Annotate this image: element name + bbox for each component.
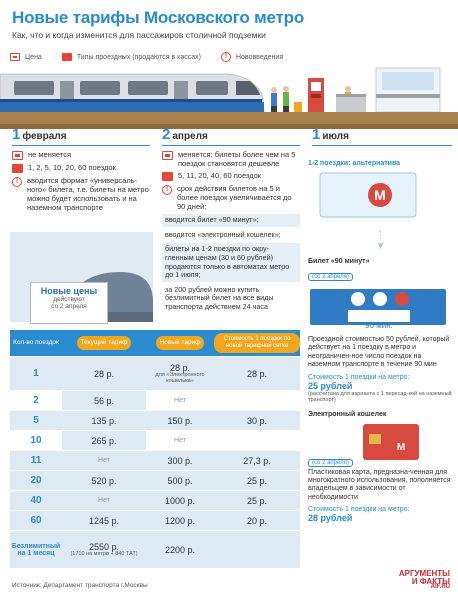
table-cell-new (146, 363, 214, 384)
ticket-icon (12, 164, 23, 173)
ticket90-note: (рассчитана для варианта с 1 пересад-кой на наземный транспорт) (308, 390, 452, 403)
timeline-month: июля (322, 131, 349, 142)
timeline-item-text: не меняется (28, 150, 72, 159)
price-icon (10, 53, 20, 61)
table-row (10, 356, 300, 390)
wallet-badge: (со 2 апреля) (308, 459, 353, 467)
table-header-cell (10, 330, 62, 356)
legend-label: Нововведения (235, 53, 284, 61)
table-cell-note: (1710 на метро + 840 ТАТ) (70, 550, 138, 557)
timeline-day: 2 (162, 126, 171, 143)
table-cell-new: 1000 р. (164, 495, 196, 506)
promo-sub: действуют (53, 296, 85, 303)
legend-item-ticket (62, 53, 201, 61)
timeline-date (12, 126, 150, 144)
timeline-item-text: вводится формат «универсаль-ного» билета, т.е. билеты на метро можно будет использовать и на наземном транспорте (27, 176, 149, 212)
timeline-item (162, 184, 300, 211)
table-cell-current: Нет (98, 497, 110, 504)
svg-text:M: M (374, 187, 386, 203)
timeline-item (162, 150, 300, 168)
ticket90-title: Билет «90 минут» (308, 258, 370, 265)
platform (0, 112, 458, 124)
table-row (10, 450, 300, 470)
wallet-price-label: Стоимость 1 поездки на метро: (308, 506, 410, 514)
table-row (10, 530, 300, 568)
table-header-cell (62, 330, 146, 356)
table-cell-per-trip: 30 р. (246, 415, 268, 426)
table-row (10, 390, 300, 410)
ticket-office-illustration (376, 68, 440, 112)
page-subtitle: Как, что и когда изменится для пассажиров столичной подземки (12, 30, 266, 40)
promo-sign (30, 282, 108, 324)
timeline-month: апреля (172, 131, 208, 142)
svg-text:M: M (397, 441, 406, 453)
alternatives-title: 1-2 поездки: альтернатива (308, 160, 401, 167)
table-cell-current: 28 р. (93, 368, 115, 379)
new-icon: ! (12, 177, 22, 187)
source-note: Источник: Департамент транспорта г.Москвы (12, 582, 148, 589)
table-header (10, 330, 300, 356)
table-cell-count: 40 (30, 495, 42, 506)
table-cell-new: Нет (174, 397, 186, 404)
legend-label: Цена (25, 53, 42, 61)
table-cell-count: 20 (30, 475, 42, 486)
arrow-down-icon: ⋮ ▼ (375, 230, 386, 252)
table-header-cell (214, 330, 300, 356)
header-label: Кол-во поездок (13, 339, 59, 347)
divider (312, 145, 452, 146)
header-label: Стоимость 1 поездки по новой тарифной сетке (214, 333, 300, 352)
wallet-price: 28 рублей (308, 513, 353, 524)
wallet-card-illustration (361, 422, 421, 462)
promo-sub: со 2 апреля (51, 303, 87, 311)
ticket90-price: 25 рублей (308, 380, 353, 391)
timeline-column-apr (162, 126, 300, 316)
table-cell-new-value: 28 р. (169, 363, 191, 373)
legend-item-price (10, 53, 42, 61)
timeline-item (162, 171, 300, 181)
legend-label: Типы проездных (продаются в кассах) (76, 53, 201, 61)
divider (162, 145, 300, 146)
timeline-note: за 200 рублей можно купить безлимитный билет на все виды транспорта действием 24 часа (162, 284, 300, 314)
wallet-description: Пластиковая карта, предназна-ченная для многократного использования, пополняется владельцем в зависимости от необходимости (308, 468, 451, 501)
table-row (10, 510, 300, 530)
table-cell-count: 60 (30, 515, 42, 526)
table-cell-current (62, 542, 146, 558)
table-cell-per-trip: 25 р. (246, 475, 268, 486)
ticket90-badge: (со 2 апреля) (308, 273, 353, 281)
timeline-column-feb (12, 126, 150, 215)
ticket90-description: Проездной стоимостью 50 рублей, который действует на 1 поездку в метро и неограничен-ное число поездок на наземном транспорте в течение 90 мин (308, 336, 450, 369)
train-illustration (0, 74, 264, 112)
price-icon (12, 151, 23, 160)
timeline-item (12, 176, 150, 212)
table-cell-new: 150 р. (167, 415, 193, 426)
timeline-item-text: 1, 2, 5, 10, 20, 60 поездок (28, 163, 116, 172)
table-row (10, 410, 300, 430)
table-header-cell (146, 330, 214, 356)
price-icon (162, 151, 173, 160)
table-row (10, 490, 300, 510)
new-icon: ! (162, 185, 172, 195)
page-title: Новые тарифы Московского метро (12, 8, 304, 27)
table-cell-per-trip: 28 р. (246, 368, 268, 379)
new-icon: ! (221, 52, 231, 62)
table-cell-new: Нет (174, 437, 186, 444)
ticket-machine-illustration (308, 78, 324, 112)
table-cell-current-value: 2550 р. (88, 541, 120, 552)
table-cell-count: 11 (30, 455, 42, 466)
table-cell-current: 1245 р. (88, 515, 120, 526)
timeline-item-text: 5, 11, 20, 40, 60 поездок (178, 171, 262, 180)
ticket90-display: 90 мин. (365, 321, 393, 330)
timeline-month: февраля (22, 131, 67, 142)
timeline-item-text: меняется; билеты более чем на 5 поездок становятся дешевле (178, 150, 296, 168)
timeline-item (12, 150, 150, 160)
timeline-day: 1 (312, 126, 321, 143)
timeline-note: вводится билет «90 минут»; (162, 214, 300, 227)
timeline-item (12, 163, 150, 173)
table-cell-per-trip: 25 р. (246, 495, 268, 506)
table-cell-per-trip: 20 р. (246, 515, 268, 526)
alternatives-panel (308, 152, 453, 564)
table-cell-count: Безлимитный на 1 месяц (11, 542, 61, 557)
table-cell-current: 56 р. (62, 391, 146, 410)
timeline-date (162, 126, 300, 144)
logo-line: И ФАКТЫ (411, 576, 450, 586)
table-cell-new: 1200 р. (164, 515, 196, 526)
table-row (10, 430, 300, 450)
ticket-icon (62, 53, 72, 61)
table-cell-current: Нет (98, 457, 110, 464)
timeline-date (312, 126, 452, 144)
ticket-icon (162, 172, 173, 181)
header-label: Новый тариф (156, 336, 205, 349)
table-cell-count: 1 (33, 368, 39, 379)
table-row (10, 470, 300, 490)
tariff-table (10, 330, 300, 568)
turnstile-illustration (336, 94, 366, 112)
table-cell-new: 300 р. (167, 455, 193, 466)
table-cell-count: 10 (30, 435, 42, 446)
table-cell-count: 2 (33, 395, 39, 406)
legend (10, 52, 283, 62)
table-cell-note: для «Электронного кошелька» (155, 372, 205, 384)
divider (12, 145, 150, 146)
publisher-logo (370, 570, 450, 591)
table-cell-current: 135 р. (91, 415, 117, 426)
logo-site: AIF.RU (430, 584, 450, 591)
ticket90-price-label: Стоимость 1 поездки на метро: (308, 373, 410, 381)
table-cell-current: 520 р. (91, 475, 117, 486)
timeline-note: вводится «электронный кошелек»; (162, 229, 300, 242)
logo-line: АРГУМЕНТЫ (398, 569, 450, 578)
table-cell-new: 2200 р. (164, 544, 196, 555)
timeline-note: билеты на 1-2 поездки по окру-гленным ценам (30 и 60 рублей) продаются только в автоматах метро до 1 июля; (162, 243, 300, 282)
promo-title: Новые цены (40, 286, 98, 296)
table-cell-new: 500 р. (167, 475, 193, 486)
table-cell-count: 5 (33, 415, 39, 426)
table-cell-per-trip: 27,3 р. (243, 455, 271, 466)
wallet-title: Электронный кошелек (308, 410, 387, 418)
single-ticket-illustration (318, 171, 418, 219)
timeline-item-text: срок действия билетов на 5 и более поездок увеличивается до 90 дней; (177, 184, 292, 211)
legend-item-new (221, 52, 283, 62)
table-cell-current: 265 р. (62, 431, 146, 450)
timeline-day: 1 (12, 126, 21, 143)
header-label: Текущий тариф (77, 336, 132, 349)
